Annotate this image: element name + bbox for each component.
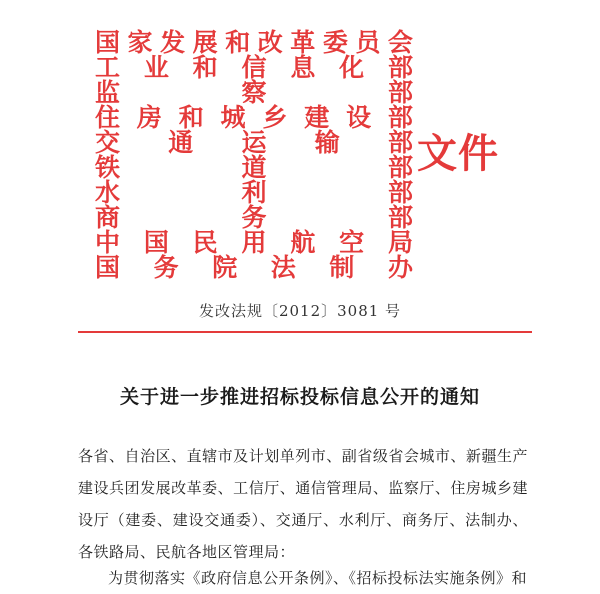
agency-char: 局 bbox=[387, 228, 413, 257]
agency-char: 部 bbox=[388, 128, 414, 157]
agency-char: 制 bbox=[329, 253, 355, 282]
document-mark: 文件 bbox=[417, 130, 499, 177]
agency-char: 化 bbox=[339, 53, 365, 82]
agency-row-aviation bbox=[95, 230, 413, 255]
agency-char: 民 bbox=[192, 228, 218, 257]
agency-char: 工 bbox=[95, 53, 121, 82]
agency-char: 部 bbox=[388, 153, 414, 182]
agency-char: 法 bbox=[270, 253, 296, 282]
agency-char: 国 bbox=[95, 28, 121, 57]
agency-char: 革 bbox=[290, 28, 316, 57]
agency-row-housing bbox=[95, 105, 413, 130]
agency-char: 商 bbox=[95, 203, 121, 232]
agency-char: 乡 bbox=[262, 103, 288, 132]
agency-char: 监 bbox=[95, 78, 121, 107]
addressee-paragraph: 各省、自治区、直辖市及计划单列市、副省级省会城市、新疆生产建设兵团发展改革委、工信厅、通信管理局、监察厅、住房城乡建设厅（建委、建设交通委）、交通厅、水利厅、商务厅、法制办、各铁路局、民航各地区管理局： bbox=[78, 447, 528, 561]
agency-char: 发 bbox=[160, 28, 186, 57]
agency-char: 建 bbox=[304, 103, 330, 132]
agency-char: 交 bbox=[95, 128, 121, 157]
agency-char: 办 bbox=[387, 253, 413, 282]
agency-char: 业 bbox=[143, 53, 169, 82]
body-paragraph: 为贯彻落实《政府信息公开条例》、《招标投标法实施条例》和 bbox=[108, 569, 528, 587]
agency-char: 道 bbox=[241, 153, 267, 182]
agency-header bbox=[95, 30, 413, 280]
agency-char: 航 bbox=[290, 228, 316, 257]
agency-row-water bbox=[95, 180, 413, 205]
agency-char: 利 bbox=[241, 178, 267, 207]
agency-char: 察 bbox=[241, 78, 267, 107]
document-number: 发改法规〔2012〕3081 号 bbox=[198, 302, 402, 320]
agency-char: 部 bbox=[387, 103, 413, 132]
agency-char: 部 bbox=[388, 78, 414, 107]
agency-char: 中 bbox=[95, 228, 121, 257]
agency-char: 设 bbox=[346, 103, 372, 132]
agency-char: 铁 bbox=[95, 153, 121, 182]
agency-char: 信 bbox=[241, 53, 267, 82]
agency-row-railway bbox=[95, 155, 413, 180]
agency-char: 和 bbox=[192, 53, 218, 82]
agency-char: 部 bbox=[387, 53, 413, 82]
agency-char: 国 bbox=[95, 253, 121, 282]
agency-row-transport bbox=[95, 130, 413, 155]
agency-char: 会 bbox=[387, 28, 413, 57]
agency-row-miit bbox=[95, 55, 413, 80]
agency-char: 务 bbox=[241, 203, 267, 232]
agency-char: 部 bbox=[388, 178, 414, 207]
agency-row-legal-office bbox=[95, 255, 413, 280]
agency-row-supervision bbox=[95, 80, 413, 105]
agency-row-ndrc bbox=[95, 30, 413, 55]
agency-char: 和 bbox=[178, 103, 204, 132]
agency-char: 运 bbox=[241, 128, 267, 157]
agency-char: 和 bbox=[225, 28, 251, 57]
agency-char: 员 bbox=[355, 28, 381, 57]
agency-char: 国 bbox=[143, 228, 169, 257]
agency-char: 城 bbox=[220, 103, 246, 132]
agency-char: 部 bbox=[388, 203, 414, 232]
agency-row-commerce bbox=[95, 205, 413, 230]
agency-char: 改 bbox=[257, 28, 283, 57]
agency-char: 输 bbox=[314, 128, 340, 157]
agency-char: 空 bbox=[339, 228, 365, 257]
agency-char: 委 bbox=[322, 28, 348, 57]
agency-char: 展 bbox=[192, 28, 218, 57]
agency-char: 息 bbox=[290, 53, 316, 82]
document-title: 关于进一步推进招标投标信息公开的通知 bbox=[119, 386, 480, 408]
agency-char: 通 bbox=[168, 128, 194, 157]
agency-char: 住 bbox=[95, 103, 121, 132]
agency-char: 院 bbox=[212, 253, 238, 282]
agency-char: 务 bbox=[153, 253, 179, 282]
agency-char: 家 bbox=[127, 28, 153, 57]
red-divider bbox=[78, 331, 532, 333]
agency-char: 水 bbox=[95, 178, 121, 207]
agency-char: 用 bbox=[241, 228, 267, 257]
agency-char: 房 bbox=[136, 103, 162, 132]
